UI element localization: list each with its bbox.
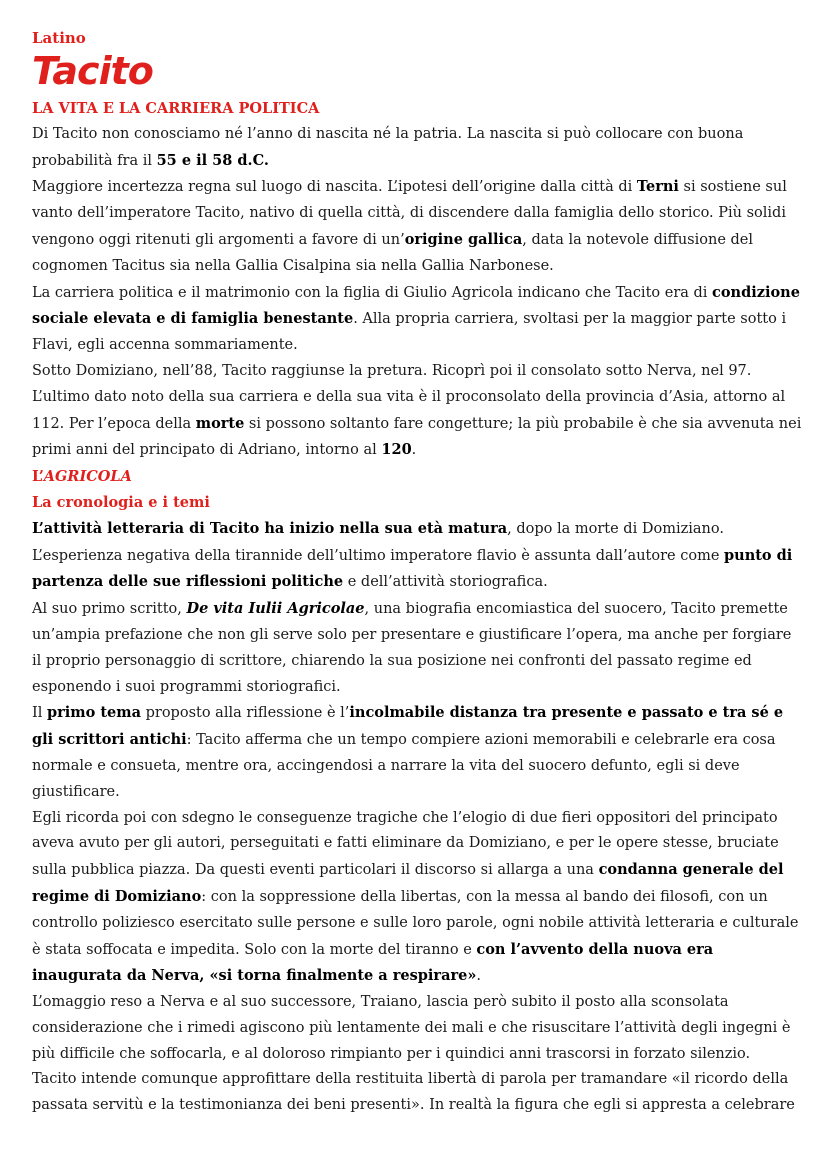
paragraph: L’esperienza negativa della tirannide dell’ultimo imperatore flavio è assunta dall’autore come punto di partenza delle sue riflessioni politiche e dell’attività storiografica. — [32, 546, 793, 591]
paragraph: L’ultimo dato noto della sua carriera e della sua vita è il proconsolato della provincia d’Asia, attorno al 112. Per l’epoca della morte si possono soltanto fare congetture; la più probabile è che sia avvenuta nei primi anni del principato di Adriano, intorno al 120. — [32, 388, 802, 459]
subheading-cronologia: La cronologia e i temi — [32, 493, 210, 511]
paragraph: L’attività letteraria di Tacito ha inizio nella sua età matura, dopo la morte di Domiziano. — [32, 519, 724, 537]
subject-label: Latino — [32, 29, 86, 47]
page-title: Tacito — [32, 49, 153, 93]
section-heading-vita: LA VITA E LA CARRIERA POLITICA — [32, 100, 320, 117]
document-page — [32, 28, 802, 1119]
paragraph: Egli ricorda poi con sdegno le conseguenze tragiche che l’elogio di due fieri oppositori del principato aveva avuto per gli autori, perseguitati e fatti eliminare da Domiziano, e per le opere stesse, bruciate sulla pubblica piazza. Da questi eventi particolari il discorso si allarga a una condanna generale del regime di Domiziano: con la soppressione della libertas, con la messa al bando dei filosofi, con un controllo poliziesco esercitato sulle persone e sulle loro parole, ogni nobile attività letteraria e culturale è stata soffocata e impedita. Solo con la morte del tiranno e con l’avvento della nuova era inaugurata da Nerva, «si torna finalmente a respirare». — [32, 809, 799, 985]
section-heading-agricola: L’AGRICOLA — [32, 468, 132, 486]
paragraph: Maggiore incertezza regna sul luogo di nascita. L’ipotesi dell’origine dalla città di Terni si sostiene sul vanto dell’imperatore Tacito, nativo di quella città, di discendere dalla famiglia dello storico. Più solidi vengono oggi ritenuti gli argomenti a favore di un’origine gallica, data la notevole diffusione del cognomen Tacitus sia nella Gallia Cisalpina sia nella Gallia Narbonese. — [32, 178, 787, 274]
paragraph: L’omaggio reso a Nerva e al suo successore, Traiano, lascia però subito il posto alla sconsolata considerazione che i rimedi agiscono più lentamente dei mali e che risuscitare l’attività degli ingegni è più difficile che soffocarla, e al doloroso rimpianto per i quindici anni trascorsi in forzato silenzio. — [32, 994, 791, 1062]
paragraph: Al suo primo scritto, De vita Iulii Agricolae, una biografia encomiastica del suocero, Tacito premette un’ampia prefazione che non gli serve solo per presentare e giustificare l’opera, ma anche per forgiare il proprio personaggio di scrittore, chiarendo la sua posizione nei confronti del passato regime ed esponendo i suoi programmi storiografici. — [32, 600, 792, 695]
paragraph: Il primo tema proposto alla riflessione è l’incolmabile distanza tra presente e passato e tra sé e gli scrittori antichi: Tacito afferma che un tempo compiere azioni memorabili e celebrarle era cosa normale e consueta, mentre ora, accingendosi a narrare la vita del suocero defunto, egli si deve giustificare. — [32, 704, 784, 800]
paragraph: Di Tacito non conosciamo né l’anno di nascita né la patria. La nascita si può collocare con buona probabilità fra il 55 e il 58 d.C. — [32, 125, 744, 169]
paragraph: Sotto Domiziano, nell’88, Tacito raggiunse la pretura. Ricoprì poi il consolato sotto Nerva, nel 97. — [32, 362, 752, 379]
paragraph: La carriera politica e il matrimonio con la figlia di Giulio Agricola indicano che Tacito era di condizione sociale elevata e di famiglia benestante. Alla propria carriera, svoltasi per la maggior parte sotto i Flavi, egli accenna sommariamente. — [32, 283, 800, 354]
paragraph: Tacito intende comunque approfittare della restituita libertà di parola per tramandare «il ricordo della passata servitù e la testimonianza dei beni presenti». In realtà la figura che egli si appresta a celebrare — [32, 1071, 795, 1114]
